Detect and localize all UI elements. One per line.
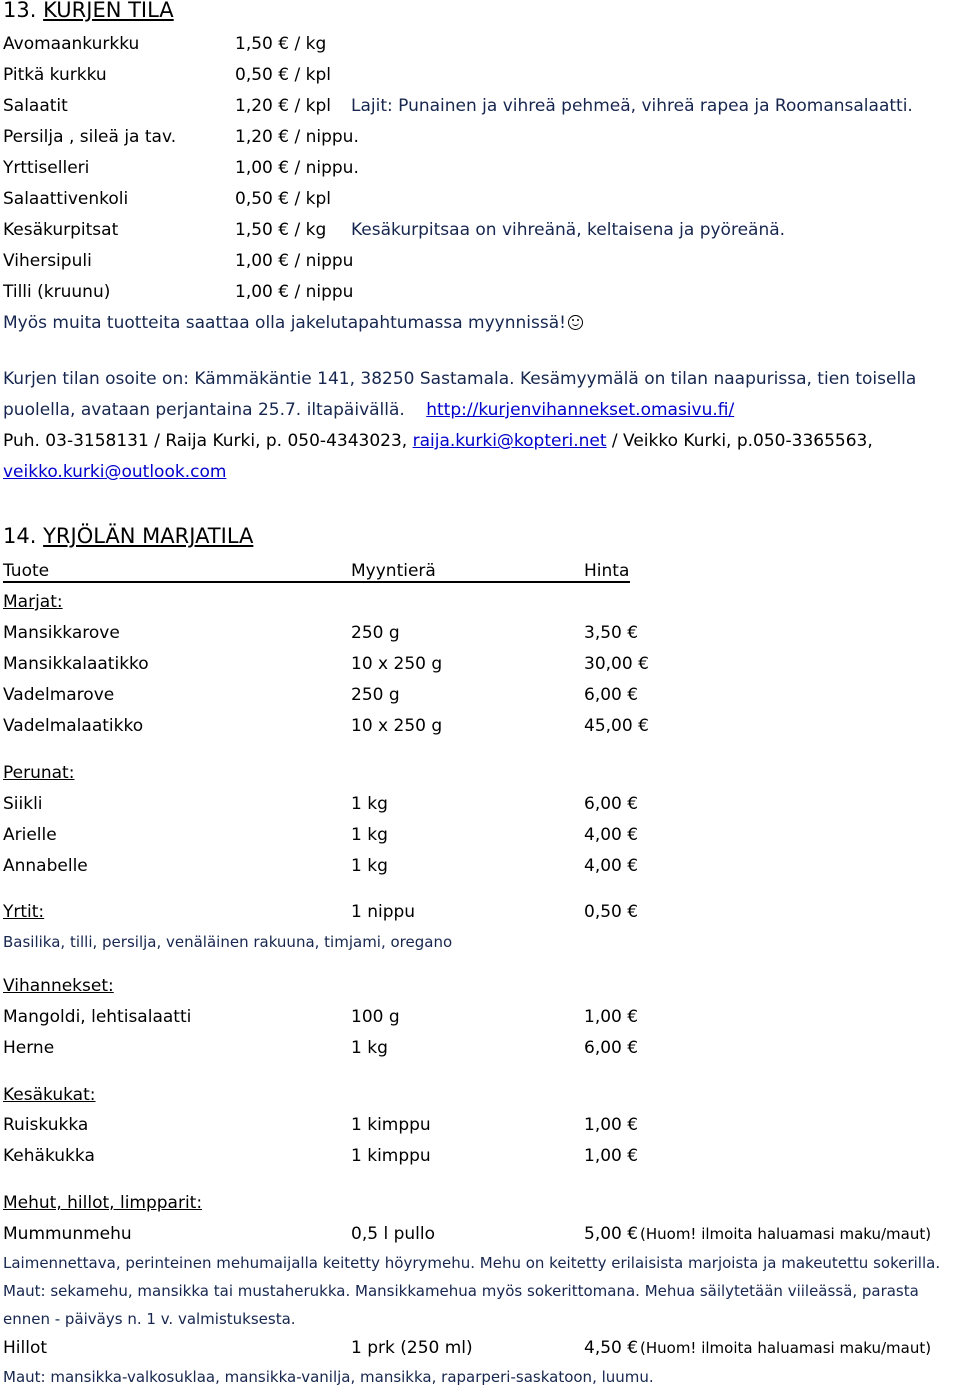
product-price: 1,00 € / nippu xyxy=(235,282,354,302)
more-products-note xyxy=(3,313,583,333)
product-price: 1,00 € / nippu xyxy=(235,251,354,271)
product-note: Lajit: Punainen ja vihreä pehmeä, vihreä rapea ja Roomansalaatti. xyxy=(351,96,913,116)
product-name: Kesäkurpitsat xyxy=(3,220,119,240)
section-name: KURJEN TILA xyxy=(43,0,174,22)
email-link-veikko[interactable]: veikko.kurki@outlook.com xyxy=(3,462,227,482)
product-name: Ruiskukka xyxy=(3,1115,89,1135)
product-price: 4,00 € xyxy=(584,825,639,845)
product-quantity: 10 x 250 g xyxy=(351,654,443,674)
product-price: 1,00 € xyxy=(584,1146,639,1166)
product-name: Avomaankurkku xyxy=(3,34,140,54)
product-name: Tilli (kruunu) xyxy=(3,282,111,302)
product-name: Vadelmarove xyxy=(3,685,115,705)
product-price: 6,00 € xyxy=(584,794,639,814)
product-name: Salaattivenkoli xyxy=(3,189,129,209)
category-juices: Mehut, hillot, limpparit: xyxy=(3,1193,203,1213)
product-price: 3,50 € xyxy=(584,623,639,643)
more-products-text: Myös muita tuotteita saattaa olla jakelutapahtumassa myynnissä! xyxy=(3,313,566,333)
product-note: Kesäkurpitsaa on vihreänä, keltaisena ja pyöreänä. xyxy=(351,220,786,240)
phone-text: Puh. 03-3158131 / Raija Kurki, p. 050-4343023, xyxy=(3,431,408,451)
product-quantity: 250 g xyxy=(351,623,400,643)
product-quantity: 1 kg xyxy=(351,1038,388,1058)
product-name: Salaatit xyxy=(3,96,68,116)
product-price: 45,00 € xyxy=(584,716,649,736)
product-price: 1,00 € xyxy=(584,1007,639,1027)
product-quantity: 100 g xyxy=(351,1007,400,1027)
product-price: 4,50 € xyxy=(584,1338,639,1358)
product-name: Annabelle xyxy=(3,856,88,876)
contact-line-2 xyxy=(3,462,226,482)
product-quantity: 1 prk (250 ml) xyxy=(351,1338,473,1358)
address-line-1: Kurjen tilan osoite on: Kämmäkäntie 141, 38250 Sastamala. Kesämyymälä on tilan naapurissa, tien toisella xyxy=(3,369,917,389)
column-header-product: Tuote xyxy=(3,561,50,581)
product-price: 1,20 € / nippu. xyxy=(235,127,359,147)
category-potatoes: Perunat: xyxy=(3,763,75,783)
section-number: 14. xyxy=(3,524,37,548)
product-name: Persilja , sileä ja tav. xyxy=(3,127,177,147)
product-price: 30,00 € xyxy=(584,654,649,674)
juice-description-3: ennen - päiväys n. 1 v. valmistuksesta. xyxy=(3,1310,296,1328)
column-header-price: Hinta xyxy=(584,561,630,581)
juice-note: (Huom! ilmoita haluamasi maku/maut) xyxy=(640,1225,932,1243)
product-price: 1,00 € xyxy=(584,1115,639,1135)
product-price: 0,50 € / kpl xyxy=(235,65,331,85)
product-quantity: 0,5 l pullo xyxy=(351,1224,435,1244)
herbs-quantity: 1 nippu xyxy=(351,902,416,922)
product-name: Siikli xyxy=(3,794,43,814)
product-quantity: 1 kimppu xyxy=(351,1146,431,1166)
section-name: YRJÖLÄN MARJATILA xyxy=(43,524,254,548)
product-price: 6,00 € xyxy=(584,685,639,705)
smiley-icon xyxy=(568,315,583,330)
address-line-2 xyxy=(3,400,734,420)
product-quantity: 1 kg xyxy=(351,794,388,814)
column-header-quantity: Myyntierä xyxy=(351,561,436,581)
product-name: Vihersipuli xyxy=(3,251,92,271)
header-underline xyxy=(3,581,630,583)
product-name: Mansikkarove xyxy=(3,623,120,643)
product-name: Mansikkalaatikko xyxy=(3,654,149,674)
product-price: 5,00 € xyxy=(584,1224,639,1244)
herbs-price: 0,50 € xyxy=(584,902,639,922)
product-name: Hillot xyxy=(3,1338,48,1358)
category-flowers: Kesäkukat: xyxy=(3,1085,96,1105)
product-quantity: 10 x 250 g xyxy=(351,716,443,736)
section-14-title xyxy=(3,524,253,548)
product-name: Pitkä kurkku xyxy=(3,65,107,85)
product-name: Vadelmalaatikko xyxy=(3,716,144,736)
product-price: 1,50 € / kg xyxy=(235,220,327,240)
jam-note: (Huom! ilmoita haluamasi maku/maut) xyxy=(640,1339,932,1357)
section-13-title xyxy=(3,0,174,22)
product-name: Yrttiselleri xyxy=(3,158,90,178)
product-name: Mummunmehu xyxy=(3,1224,132,1244)
product-quantity: 1 kimppu xyxy=(351,1115,431,1135)
email-link-raija[interactable]: raija.kurki@kopteri.net xyxy=(412,431,607,451)
product-quantity: 1 kg xyxy=(351,856,388,876)
product-price: 1,00 € / nippu. xyxy=(235,158,359,178)
website-link[interactable]: http://kurjenvihannekset.omasivu.fi/ xyxy=(426,400,735,420)
category-berries: Marjat: xyxy=(3,592,63,612)
category-herbs: Yrtit: xyxy=(3,902,45,922)
product-name: Kehäkukka xyxy=(3,1146,95,1166)
product-quantity: 1 kg xyxy=(351,825,388,845)
section-number: 13. xyxy=(3,0,37,22)
product-price: 1,50 € / kg xyxy=(235,34,327,54)
product-price: 0,50 € / kpl xyxy=(235,189,331,209)
phone-text-veikko: / Veikko Kurki, p.050-3365563, xyxy=(611,431,873,451)
product-price: 1,20 € / kpl xyxy=(235,96,331,116)
herbs-note: Basilika, tilli, persilja, venäläinen rakuuna, timjami, oregano xyxy=(3,933,453,951)
jam-description: Maut: mansikka-valkosuklaa, mansikka-vanilja, mansikka, raparperi-saskatoon, luumu. xyxy=(3,1368,654,1386)
product-name: Herne xyxy=(3,1038,55,1058)
juice-description-1: Laimennettava, perinteinen mehumaijalla keitetty höyrymehu. Mehu on keitetty erilaisista marjoista ja makeutettu sokerilla. xyxy=(3,1254,941,1272)
product-quantity: 250 g xyxy=(351,685,400,705)
product-price: 4,00 € xyxy=(584,856,639,876)
product-name: Arielle xyxy=(3,825,57,845)
juice-description-2: Maut: sekamehu, mansikka tai mustaherukka. Mansikkamehua myös sokerittomana. Mehua säilytetään viileässä, parasta xyxy=(3,1282,919,1300)
category-vegetables: Vihannekset: xyxy=(3,976,114,996)
contact-line xyxy=(3,431,873,451)
address-text: puolella, avataan perjantaina 25.7. iltapäivällä. xyxy=(3,400,405,420)
product-price: 6,00 € xyxy=(584,1038,639,1058)
product-name: Mangoldi, lehtisalaatti xyxy=(3,1007,192,1027)
